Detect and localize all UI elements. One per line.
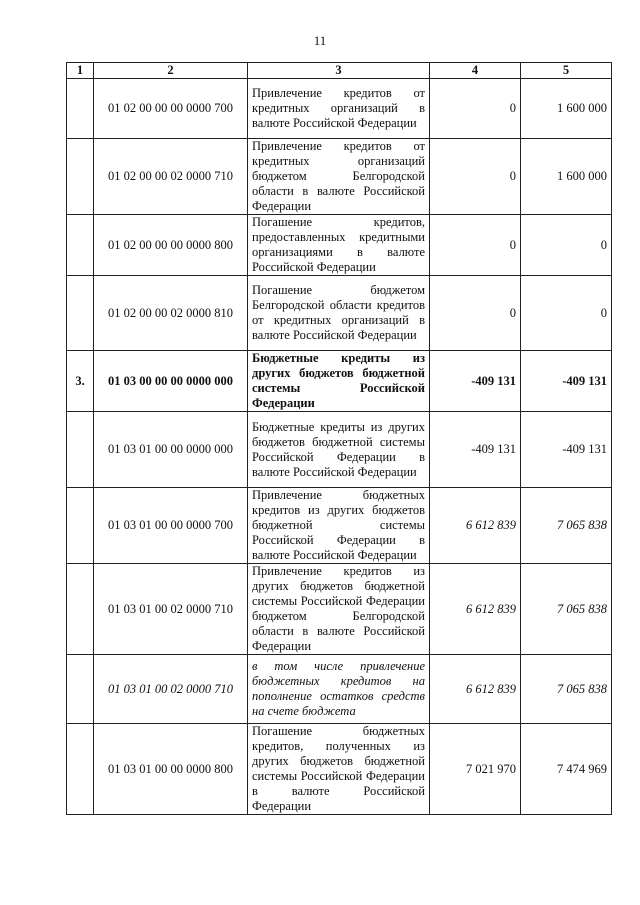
value-col5: 1 600 000	[521, 139, 612, 215]
budget-code: 01 02 00 00 02 0000 810	[94, 276, 248, 351]
row-number	[67, 276, 94, 351]
column-header-4: 4	[430, 63, 521, 79]
row-number	[67, 488, 94, 564]
value-col4: 7 021 970	[430, 724, 521, 815]
row-name: Привлечение кредитов из других бюджетов бюджетной системы Российской Федерации бюджетом Белгородской области в валюте Российской Федерации	[248, 564, 430, 655]
value-col5: 0	[521, 215, 612, 276]
table-row-section	[67, 351, 612, 412]
row-number	[67, 412, 94, 488]
value-col4: -409 131	[430, 351, 521, 412]
column-header-2: 2	[94, 63, 248, 79]
budget-code: 01 03 01 00 00 0000 700	[94, 488, 248, 564]
column-header-1: 1	[67, 63, 94, 79]
table-row	[67, 139, 612, 215]
row-number: 3.	[67, 351, 94, 412]
table-row	[67, 564, 612, 655]
value-col4: 6 612 839	[430, 488, 521, 564]
value-col5: 7 474 969	[521, 724, 612, 815]
row-name: Погашение бюджетом Белгородской области кредитов от кредитных организаций в валюте Российской Федерации	[248, 276, 430, 351]
row-number	[67, 724, 94, 815]
row-number	[67, 564, 94, 655]
budget-code: 01 03 01 00 00 0000 000	[94, 412, 248, 488]
budget-code: 01 03 01 00 02 0000 710	[94, 564, 248, 655]
value-col4: 6 612 839	[430, 564, 521, 655]
row-name: Привлечение бюджетных кредитов из других бюджетов бюджетной системы Российской Федерации в валюте Российской Федерации	[248, 488, 430, 564]
row-number	[67, 215, 94, 276]
column-header-3: 3	[248, 63, 430, 79]
budget-code: 01 03 01 00 00 0000 800	[94, 724, 248, 815]
table-row	[67, 488, 612, 564]
value-col5: -409 131	[521, 351, 612, 412]
value-col5: 7 065 838	[521, 564, 612, 655]
table-row	[67, 79, 612, 139]
value-col5: 0	[521, 276, 612, 351]
row-name: в том числе привлечение бюджетных кредитов на пополнение остатков средств на счете бюджета	[248, 655, 430, 724]
budget-code: 01 02 00 00 00 0000 700	[94, 79, 248, 139]
table-row	[67, 412, 612, 488]
table-header-row	[67, 63, 612, 79]
value-col4: -409 131	[430, 412, 521, 488]
budget-code: 01 03 00 00 00 0000 000	[94, 351, 248, 412]
column-header-5: 5	[521, 63, 612, 79]
value-col4: 0	[430, 79, 521, 139]
row-name: Привлечение кредитов от кредитных организаций бюджетом Белгородской области в валюте Российской Федерации	[248, 139, 430, 215]
value-col4: 6 612 839	[430, 655, 521, 724]
row-number	[67, 655, 94, 724]
budget-code: 01 03 01 00 02 0000 710	[94, 655, 248, 724]
budget-code: 01 02 00 00 02 0000 710	[94, 139, 248, 215]
value-col5: 1 600 000	[521, 79, 612, 139]
table-row	[67, 724, 612, 815]
value-col4: 0	[430, 139, 521, 215]
value-col5: 7 065 838	[521, 488, 612, 564]
row-name: Бюджетные кредиты из других бюджетов бюджетной системы Российской Федерации в валюте Российской Федерации	[248, 412, 430, 488]
row-number	[67, 139, 94, 215]
table-row	[67, 276, 612, 351]
budget-code: 01 02 00 00 00 0000 800	[94, 215, 248, 276]
sources-of-financing-table	[66, 62, 612, 815]
table-row	[67, 215, 612, 276]
row-name: Бюджетные кредиты из других бюджетов бюджетной системы Российской Федерации	[248, 351, 430, 412]
value-col4: 0	[430, 215, 521, 276]
table-row-subitem	[67, 655, 612, 724]
page-number: 11	[313, 33, 327, 48]
value-col5: -409 131	[521, 412, 612, 488]
row-name: Привлечение кредитов от кредитных организаций в валюте Российской Федерации	[248, 79, 430, 139]
value-col5: 7 065 838	[521, 655, 612, 724]
row-name: Погашение бюджетных кредитов, полученных из других бюджетов бюджетной системы Российской Федерации в валюте Российской Федерации	[248, 724, 430, 815]
row-name: Погашение кредитов, предоставленных кредитными организациями в валюте Российской Федерации	[248, 215, 430, 276]
value-col4: 0	[430, 276, 521, 351]
row-number	[67, 79, 94, 139]
